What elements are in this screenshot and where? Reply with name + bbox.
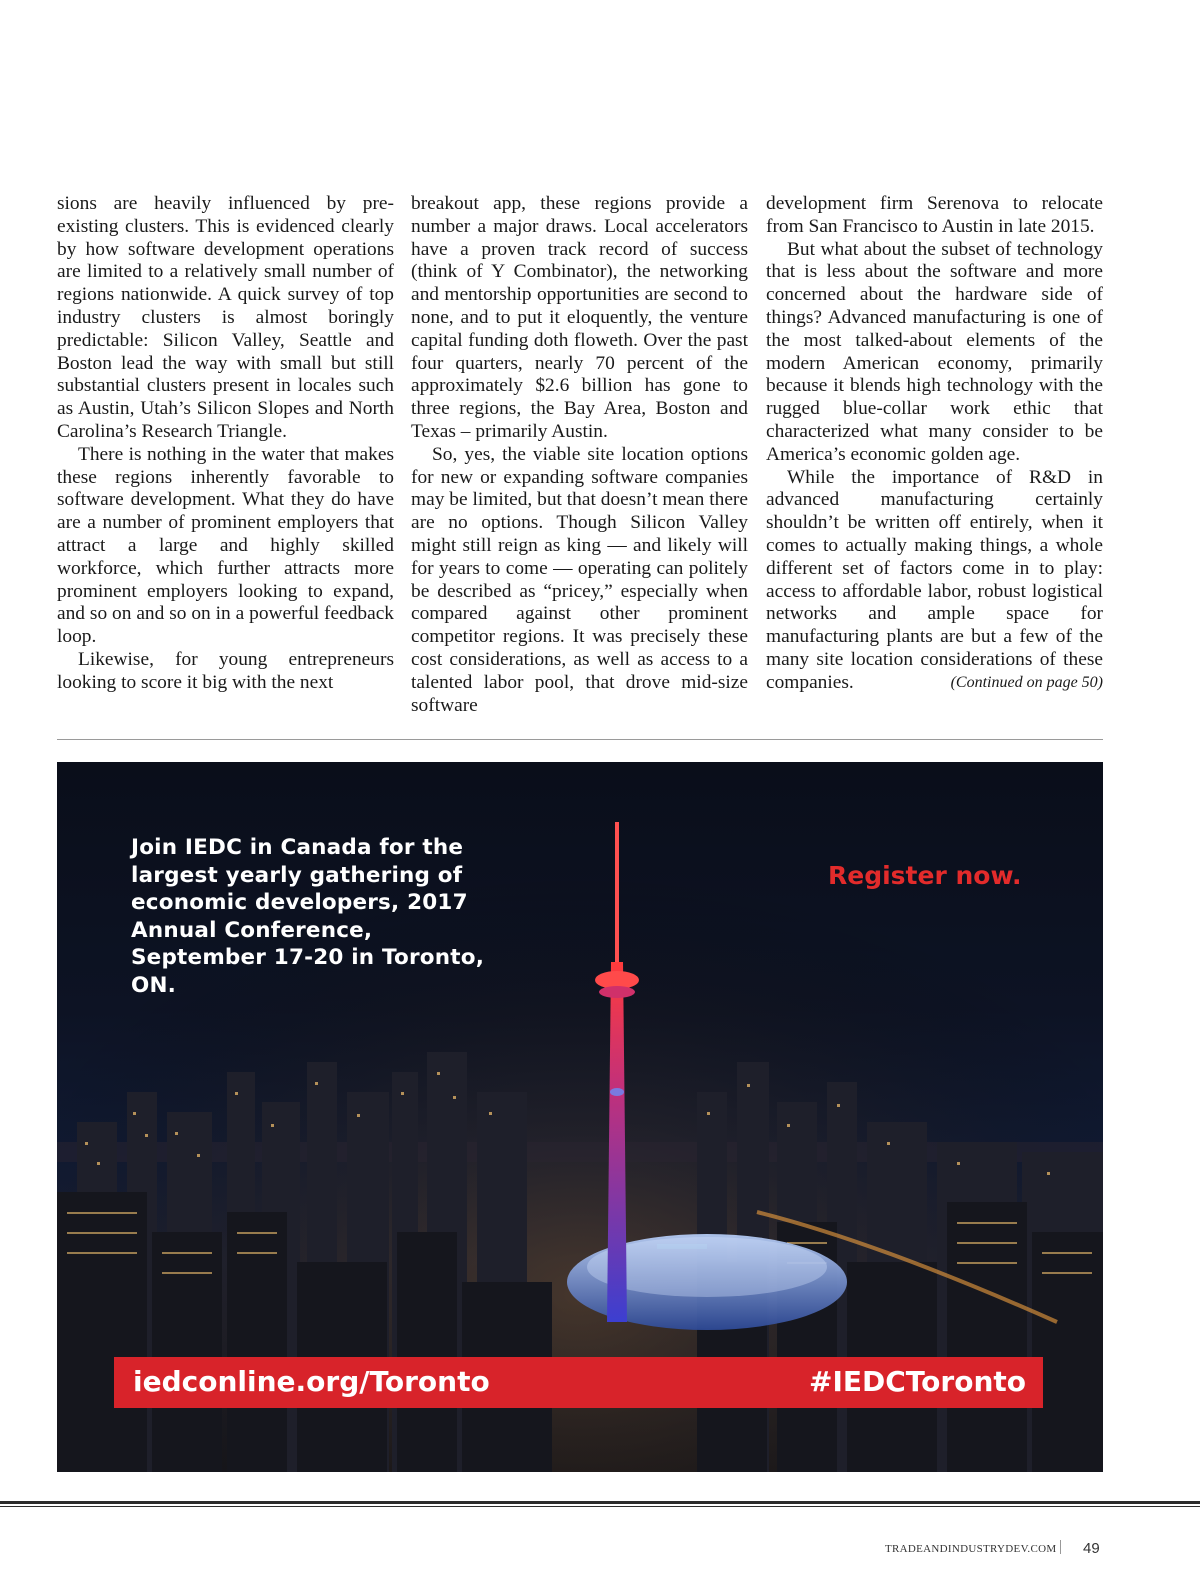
page-number: 49 — [1083, 1540, 1100, 1557]
footer-separator — [1060, 1540, 1061, 1554]
paragraph: development firm Serenova to relocate from San Francisco to Austin in late 2015. — [766, 193, 1103, 237]
conference-url-link[interactable]: iedconline.org/Toronto — [133, 1365, 490, 1398]
register-now-link[interactable]: Register now. — [828, 861, 1022, 890]
footer-rule — [0, 1501, 1200, 1504]
conference-advertisement[interactable] — [57, 762, 1103, 1472]
footer-website[interactable]: TRADEANDINDUSTRYDEV.COM — [885, 1543, 1057, 1555]
paragraph-text: While the importance of R&D in advanced manufacturing certainly shouldn’t be written off entirely, when it comes to actually making things, a whole different set of factors come in to play: access to affordable labor, robust logistical networks and ample space for manufacturing plants are but a few of the many site location considerations of these companies. — [766, 466, 1103, 693]
hashtag-link[interactable]: #IEDCToronto — [808, 1365, 1026, 1398]
paragraph: So, yes, the viable site location options for new or expanding software companies may be limited, but that doesn’t mean there are no options. Though Silicon Valley might still reign as king — and likely will for years to come — operating can politely be described as “pricey,” especially when compared against other prominent competitor regions. It was precisely these cost considerations, as well as access to a talented labor pool, that drove mid-size software — [411, 443, 748, 716]
article-column-3 — [766, 193, 1103, 695]
paragraph: breakout app, these regions provide a number a major draws. Local accelerators have a proven track record of success (think of Y Combinator), the networking and mentorship opportunities are second to none, and to put it eloquently, the venture capital funding doth floweth. Over the past four quarters, nearly 70 percent of the approximately $2.6 billion has gone to three regions, the Bay Area, Boston and Texas – primarily Austin. — [411, 193, 748, 442]
ad-headline: Join IEDC in Canada for the largest yearly gathering of economic developers, 2017 Annual Conference, September 17-20 in Toronto, ON. — [131, 835, 485, 998]
continued-note[interactable]: (Continued on page 50) — [950, 673, 1103, 691]
paragraph: But what about the subset of technology that is less about the software and more concerned about the hardware side of things? Advanced manufacturing is one of the most talked-about elements of the modern American economy, primarily because it blends high technology with the rugged blue-collar work ethic that characterized what many consider to be America’s economic golden age. — [766, 238, 1103, 465]
divider — [57, 739, 1103, 740]
paragraph: sions are heavily influenced by pre-existing clusters. This is evidenced clearly by how software development operations are limited to a relatively small number of regions nationwide. A quick survey of top industry clusters is almost boringly predictable: Silicon Valley, Seattle and Boston lead the way with small but still substantial clusters present in locales such as Austin, Utah’s Silicon Slopes and North Carolina’s Research Triangle. — [57, 193, 394, 442]
article-column-1 — [57, 193, 394, 695]
paragraph — [766, 467, 1103, 695]
paragraph: There is nothing in the water that makes these regions inherently favorable to software development. What they do have are a number of prominent employers that attract a large and highly skilled workforce, which further attracts more prominent employers looking to expand, and so on and so on in a powerful feedback loop. — [57, 443, 394, 648]
footer-rule-thin — [0, 1506, 1200, 1507]
article-column-2 — [411, 193, 748, 717]
paragraph: Likewise, for young entrepreneurs looking to score it big with the next — [57, 648, 394, 693]
